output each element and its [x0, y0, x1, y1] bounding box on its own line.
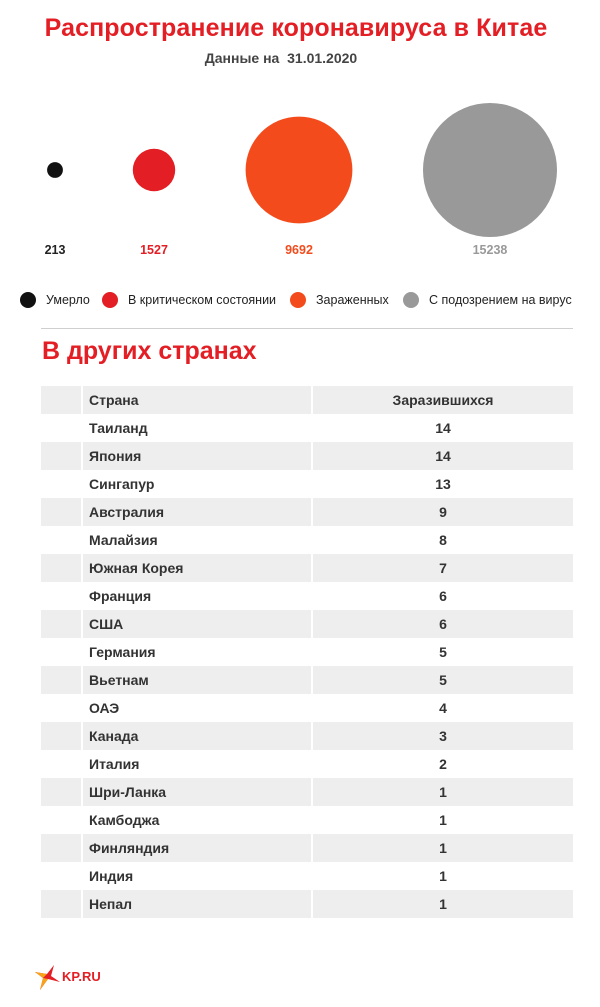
infected-count: 5: [439, 644, 447, 660]
infected-count: 14: [435, 448, 451, 464]
legend-label-suspected: С подозрением на вирус: [429, 293, 572, 307]
kp-logo: [32, 962, 122, 992]
bubble-suspected: [423, 103, 557, 237]
country-name: ОАЭ: [83, 694, 313, 722]
infected-count: 1: [439, 896, 447, 912]
country-name: Шри-Ланка: [83, 778, 313, 806]
bubble-label-critical: 1527: [140, 243, 168, 257]
country-name: Канада: [83, 722, 313, 750]
page-subtitle: Данные на 31.01.2020: [204, 50, 358, 66]
legend-label-infected: Зараженных: [316, 293, 389, 307]
bubble-infected: [246, 117, 353, 224]
infected-count: 1: [439, 812, 447, 828]
infected-count: 3: [439, 728, 447, 744]
bubble-chart: [0, 90, 600, 270]
legend-label-died: Умерло: [46, 293, 90, 307]
table-row: [41, 694, 573, 722]
bubble-label-infected: 9692: [285, 243, 313, 257]
bubble-label-died: 213: [44, 243, 66, 257]
country-name: Таиланд: [83, 414, 313, 442]
chart-legend: [20, 290, 580, 310]
country-name: Южная Корея: [83, 554, 313, 582]
country-name: Сингапур: [83, 470, 313, 498]
star-bird-icon: [32, 962, 62, 992]
table-row: [41, 442, 573, 470]
infected-count: 2: [439, 756, 447, 772]
divider: [41, 328, 573, 329]
legend-item-critical: [102, 290, 276, 310]
table-row: [41, 638, 573, 666]
country-name: Малайзия: [83, 526, 313, 554]
country-name: Италия: [83, 750, 313, 778]
infected-count: 9: [439, 504, 447, 520]
country-name: Вьетнам: [83, 666, 313, 694]
infected-count: 4: [439, 700, 447, 716]
table-row: [41, 610, 573, 638]
legend-item-died: [20, 290, 90, 310]
table-row: [41, 414, 573, 442]
table-row: [41, 750, 573, 778]
table-row: [41, 806, 573, 834]
table-header-country: Страна: [83, 386, 313, 414]
infected-count: 8: [439, 532, 447, 548]
table-row: [41, 862, 573, 890]
table-row: [41, 834, 573, 862]
legend-label-critical: В критическом состоянии: [128, 293, 277, 307]
country-name: Непал: [83, 890, 313, 918]
legend-dot-critical: [102, 292, 118, 308]
table-row: [41, 778, 573, 806]
legend-dot-died: [20, 292, 36, 308]
table-header-count: Заразившихся: [392, 392, 494, 408]
infected-count: 1: [439, 840, 447, 856]
section-title: В других странах: [42, 337, 257, 365]
country-name: Индия: [83, 862, 313, 890]
table-row: [41, 666, 573, 694]
table-row: [41, 498, 573, 526]
logo-text: KP.RU: [62, 969, 101, 984]
country-name: Камбоджа: [83, 806, 313, 834]
country-name: Германия: [83, 638, 313, 666]
table-row: [41, 526, 573, 554]
legend-item-suspected: [403, 290, 572, 310]
legend-dot-infected: [290, 292, 306, 308]
table-row: [41, 890, 573, 918]
table-row: [41, 722, 573, 750]
infected-count: 1: [439, 868, 447, 884]
infected-count: 6: [439, 616, 447, 632]
infected-count: 7: [439, 560, 447, 576]
table-row: [41, 554, 573, 582]
bubble-critical: [133, 149, 175, 191]
bubble-label-suspected: 15238: [472, 243, 508, 257]
country-name: США: [83, 610, 313, 638]
country-name: Австралия: [83, 498, 313, 526]
country-name: Япония: [83, 442, 313, 470]
infected-count: 13: [435, 476, 451, 492]
legend-dot-suspected: [403, 292, 419, 308]
table-header-row: [41, 386, 573, 414]
country-name: Финляндия: [83, 834, 313, 862]
infected-count: 14: [435, 420, 451, 436]
country-name: Франция: [83, 582, 313, 610]
page-title: Распространение коронавируса в Китае: [44, 14, 548, 42]
infected-count: 6: [439, 588, 447, 604]
table-row: [41, 470, 573, 498]
legend-item-infected: [290, 290, 389, 310]
table-row: [41, 582, 573, 610]
infected-count: 5: [439, 672, 447, 688]
bubble-died: [47, 162, 63, 178]
countries-table: [41, 386, 573, 918]
infected-count: 1: [439, 784, 447, 800]
